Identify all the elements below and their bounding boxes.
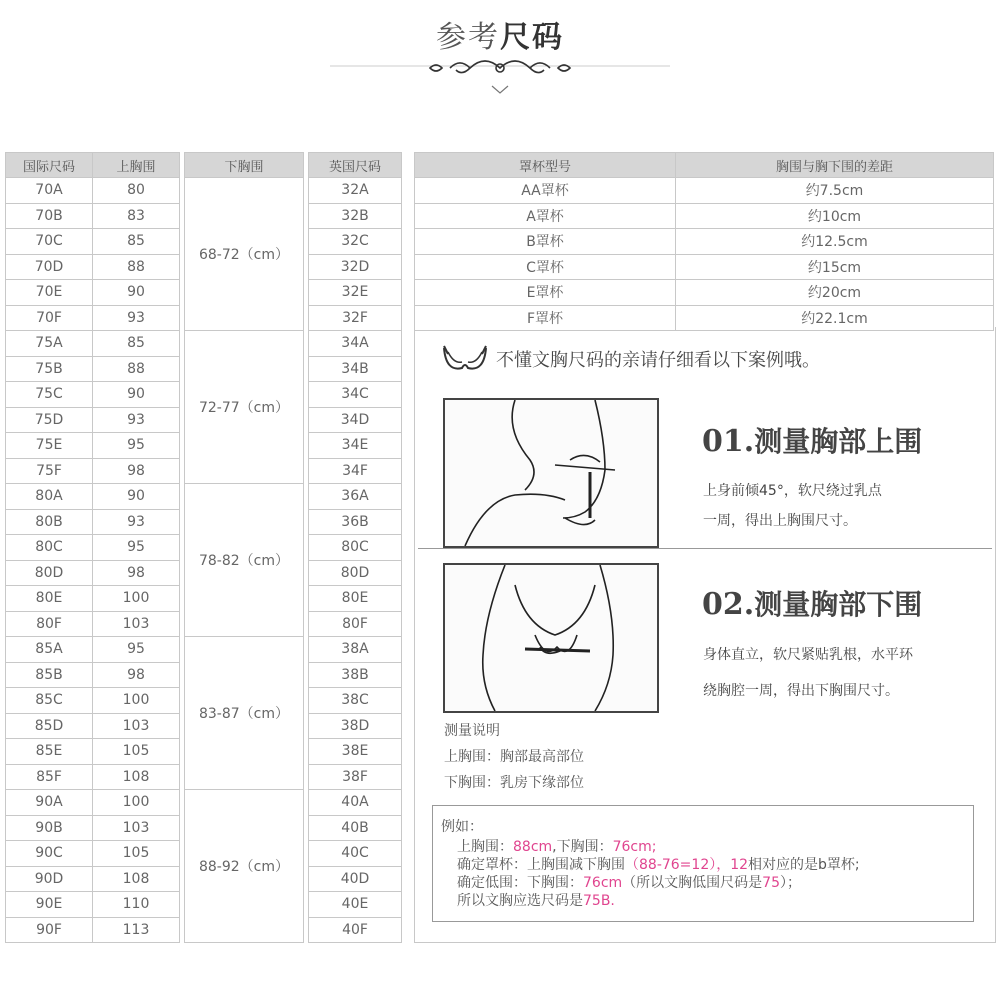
table-cell: 95 xyxy=(93,535,180,561)
table-cell: 88 xyxy=(93,254,180,280)
table-cell: 103 xyxy=(93,611,180,637)
table-cell: 93 xyxy=(93,305,180,331)
table-cell: 85E xyxy=(6,739,93,765)
under-bust-illustration-icon xyxy=(445,565,657,711)
table-cell: 85D xyxy=(6,713,93,739)
table-cell: 113 xyxy=(93,917,180,943)
table-row xyxy=(415,178,994,204)
title-bold: 尺码 xyxy=(500,20,564,55)
table-cell: 75E xyxy=(6,433,93,459)
table-cell: 32C xyxy=(309,229,402,255)
col-header: 下胸围 xyxy=(185,153,304,178)
table-cell: 85B xyxy=(6,662,93,688)
table-cell: A罩杯 xyxy=(415,203,676,229)
table-cell: 85 xyxy=(93,331,180,357)
col-header: 国际尺码 xyxy=(6,153,93,178)
table-cell: 38A xyxy=(309,637,402,663)
table-cell: 70A xyxy=(6,178,93,204)
table-cell: 36A xyxy=(309,484,402,510)
table-cell: 75C xyxy=(6,382,93,408)
ornament-divider-icon xyxy=(330,52,670,102)
table-cell: 100 xyxy=(93,790,180,816)
measure-note: 测量说明 上胸围：胸部最高部位 下胸围：乳房下缘部位 xyxy=(444,723,584,791)
step2-title: 02.测量胸部下围 xyxy=(702,587,923,622)
under-bust-range: 78-82（cm） xyxy=(185,484,304,637)
table-cell: 88 xyxy=(93,356,180,382)
table-cell: 34A xyxy=(309,331,402,357)
table-cell: 103 xyxy=(93,713,180,739)
table-cell: 80E xyxy=(6,586,93,612)
table-row xyxy=(6,637,402,663)
table-cell: 75F xyxy=(6,458,93,484)
table-row xyxy=(6,331,402,357)
table-row xyxy=(415,254,994,280)
table-cell: 83 xyxy=(93,203,180,229)
table-cell: 75A xyxy=(6,331,93,357)
table-cell: 40F xyxy=(309,917,402,943)
table-cell: 98 xyxy=(93,560,180,586)
measure-lower-figure xyxy=(443,563,659,713)
example-line-4: 所以文胸应选尺码是75B. xyxy=(457,893,615,909)
table-cell: 103 xyxy=(93,815,180,841)
table-cell: 约15cm xyxy=(676,254,994,280)
table-cell: 32B xyxy=(309,203,402,229)
step1-title: 01.测量胸部上围 xyxy=(702,424,923,459)
table-cell: 90C xyxy=(6,841,93,867)
table-cell: 32F xyxy=(309,305,402,331)
cup-table xyxy=(414,152,994,331)
under-bust-range: 83-87（cm） xyxy=(185,637,304,790)
upper-bust-illustration-icon xyxy=(445,400,657,546)
table-cell: 105 xyxy=(93,739,180,765)
table-cell: 32E xyxy=(309,280,402,306)
table-cell: 40B xyxy=(309,815,402,841)
table-cell: 85F xyxy=(6,764,93,790)
table-cell: 85 xyxy=(93,229,180,255)
under-bust-range: 68-72（cm） xyxy=(185,178,304,331)
table-cell: 80F xyxy=(6,611,93,637)
table-cell: 80D xyxy=(6,560,93,586)
table-row xyxy=(6,178,402,204)
table-cell: 约7.5cm xyxy=(676,178,994,204)
table-row xyxy=(415,203,994,229)
table-cell: 34D xyxy=(309,407,402,433)
table-cell: 40D xyxy=(309,866,402,892)
table-cell: C罩杯 xyxy=(415,254,676,280)
title-light: 参考 xyxy=(436,20,500,55)
table-cell: 108 xyxy=(93,866,180,892)
example-label: 例如： xyxy=(441,819,483,835)
measure-upper-figure xyxy=(443,398,659,548)
table-cell: 约20cm xyxy=(676,280,994,306)
table-cell: 105 xyxy=(93,841,180,867)
table-cell: 34C xyxy=(309,382,402,408)
table-row xyxy=(6,484,402,510)
table-cell: 100 xyxy=(93,586,180,612)
table-cell: 90D xyxy=(6,866,93,892)
table-row xyxy=(415,280,994,306)
table-cell: 80C xyxy=(6,535,93,561)
table-cell: 约10cm xyxy=(676,203,994,229)
table-cell: 80F xyxy=(309,611,402,637)
divider xyxy=(418,548,992,549)
table-cell: 70E xyxy=(6,280,93,306)
example-line-3: 确定低围：下胸围：76cm（所以文胸低围尺码是75）； xyxy=(457,875,801,891)
table-cell: 38D xyxy=(309,713,402,739)
table-cell: 34E xyxy=(309,433,402,459)
table-cell: 93 xyxy=(93,509,180,535)
table-cell: AA罩杯 xyxy=(415,178,676,204)
table-cell: 90 xyxy=(93,382,180,408)
under-bust-range: 88-92（cm） xyxy=(185,790,304,943)
intro-line xyxy=(440,342,820,376)
table-cell: 38C xyxy=(309,688,402,714)
table-cell: 93 xyxy=(93,407,180,433)
table-cell: 70B xyxy=(6,203,93,229)
table-cell: 80D xyxy=(309,560,402,586)
table-cell: F罩杯 xyxy=(415,305,676,331)
step2-text: 身体直立，软尺紧贴乳根，水平环 绕胸腔一周，得出下胸围尺寸。 xyxy=(703,647,913,699)
table-cell: 32D xyxy=(309,254,402,280)
intro-text: 不懂文胸尺码的亲请仔细看以下案例哦。 xyxy=(496,350,820,371)
table-cell: 90E xyxy=(6,892,93,918)
example-line-2: 确定罩杯：上胸围减下胸围（88-76=12），12相对应的是b罩杯; xyxy=(457,857,860,873)
col-header: 罩杯型号 xyxy=(415,153,676,178)
example-box xyxy=(432,805,974,922)
table-cell: 34B xyxy=(309,356,402,382)
table-cell: 40E xyxy=(309,892,402,918)
bra-icon xyxy=(440,342,490,376)
example-line-1: 上胸围：88cm,下胸围：76cm; xyxy=(457,839,657,855)
step1-text: 上身前倾45°，软尺绕过乳点 一周，得出上胸围尺寸。 xyxy=(703,483,882,529)
table-cell: 70F xyxy=(6,305,93,331)
table-cell: B罩杯 xyxy=(415,229,676,255)
table-cell: 85C xyxy=(6,688,93,714)
table-cell: 90B xyxy=(6,815,93,841)
table-cell: 80 xyxy=(93,178,180,204)
table-cell: 80A xyxy=(6,484,93,510)
table-cell: 80B xyxy=(6,509,93,535)
table-cell: 约12.5cm xyxy=(676,229,994,255)
table-cell: 108 xyxy=(93,764,180,790)
table-row xyxy=(6,790,402,816)
table-cell: 110 xyxy=(93,892,180,918)
table-cell: 90 xyxy=(93,484,180,510)
table-cell: 75D xyxy=(6,407,93,433)
table-cell: 36B xyxy=(309,509,402,535)
table-cell: 80C xyxy=(309,535,402,561)
table-cell: 90 xyxy=(93,280,180,306)
col-header: 上胸围 xyxy=(93,153,180,178)
table-cell: 70C xyxy=(6,229,93,255)
col-header: 英国尺码 xyxy=(309,153,402,178)
table-cell: 90A xyxy=(6,790,93,816)
table-cell: 70D xyxy=(6,254,93,280)
table-cell: 75B xyxy=(6,356,93,382)
table-cell: 40A xyxy=(309,790,402,816)
table-cell: 95 xyxy=(93,637,180,663)
table-cell: 34F xyxy=(309,458,402,484)
table-row xyxy=(415,229,994,255)
table-cell: 38F xyxy=(309,764,402,790)
table-cell: 100 xyxy=(93,688,180,714)
table-cell: 约22.1cm xyxy=(676,305,994,331)
table-cell: 80E xyxy=(309,586,402,612)
table-cell: 98 xyxy=(93,662,180,688)
page-title xyxy=(0,12,1000,56)
under-bust-range: 72-77（cm） xyxy=(185,331,304,484)
table-cell: 40C xyxy=(309,841,402,867)
table-cell: 38B xyxy=(309,662,402,688)
size-table xyxy=(5,152,402,943)
table-cell: 90F xyxy=(6,917,93,943)
table-cell: 95 xyxy=(93,433,180,459)
table-cell: 32A xyxy=(309,178,402,204)
table-cell: E罩杯 xyxy=(415,280,676,306)
col-header: 胸围与胸下围的差距 xyxy=(676,153,994,178)
table-cell: 98 xyxy=(93,458,180,484)
table-cell: 38E xyxy=(309,739,402,765)
table-cell: 85A xyxy=(6,637,93,663)
